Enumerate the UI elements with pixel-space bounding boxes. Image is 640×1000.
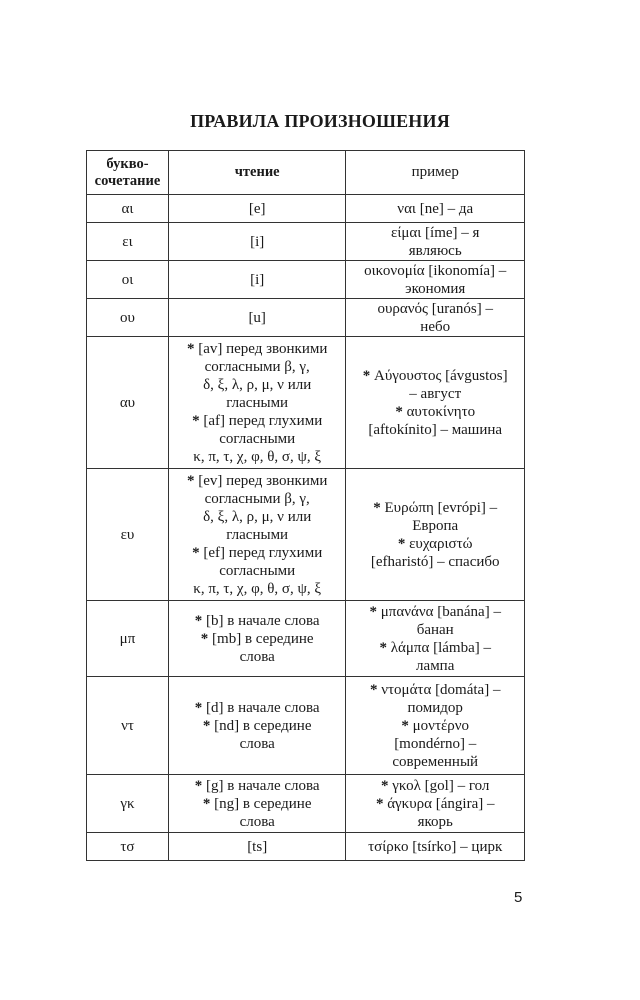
cell-reading [168,299,346,337]
table-row [87,337,525,469]
cell-reading [168,195,346,223]
reading-line: слова [239,813,275,830]
cell-combo: ει [87,223,169,261]
example-line: είμαι [íme] – я [391,224,480,241]
cell-example [346,601,525,677]
page-number: 5 [514,889,523,906]
reading-line: согласными [219,562,296,579]
reading-line: согласными [219,430,296,447]
reading-line: гласными [226,526,289,543]
reading-line: согласными β, γ, [204,490,310,507]
reading-line: * [av] перед звонкими [186,340,328,357]
reading-line: слова [239,648,275,665]
reading-line: κ, π, τ, χ, φ, θ, σ, ψ, ξ [193,448,322,465]
reading-line: * [g] в начале слова [194,777,320,794]
cell-reading [168,337,346,469]
cell-example [346,195,525,223]
example-line: [mondérno] – [394,735,477,752]
table-row [87,195,525,223]
cell-combo: τσ [87,833,169,861]
reading-line: согласными β, γ, [204,358,310,375]
reading-line: * [af] перед глухими [192,412,323,429]
table-header-row [87,151,525,195]
cell-example [346,775,525,833]
cell-example [346,223,525,261]
cell-example [346,299,525,337]
reading-line: * [b] в начале слова [194,612,320,629]
example-line: * Ευρώπη [evrópi] – [373,499,498,516]
cell-reading [168,469,346,601]
example-line: τσίρκο [tsírko] – цирк [368,838,503,855]
cell-combo: αυ [87,337,169,469]
cell-reading [168,677,346,775]
table-row [87,677,525,775]
table-row [87,223,525,261]
cell-combo: ευ [87,469,169,601]
example-line: * γκολ [gol] – гол [381,777,490,794]
cell-reading [168,833,346,861]
cell-combo: οι [87,261,169,299]
example-line: якорь [417,813,453,830]
cell-example [346,677,525,775]
reading-line: * [mb] в середине [200,630,314,647]
cell-combo: ντ [87,677,169,775]
example-line: ναι [ne] – да [397,200,474,217]
reading-line: δ, ξ, λ, ρ, μ, ν или [203,508,312,525]
reading-line: [ts] [247,838,268,855]
reading-line: [i] [250,233,265,250]
example-line: * Αύγουστος [ávgustos] [362,367,508,384]
reading-line: гласными [226,394,289,411]
table-row [87,261,525,299]
header-example: пример [346,151,525,195]
cell-combo: ου [87,299,169,337]
example-line: банан [416,621,454,638]
cell-combo: αι [87,195,169,223]
example-line: * ευχαριστώ [397,535,473,552]
reading-line: * [ng] в середине [202,795,312,812]
example-line: * ντομάτα [domáta] – [369,681,501,698]
example-line: [efharistó] – спасибо [370,553,500,570]
example-line: * μπανάνα [banána] – [369,603,501,620]
reading-line: [e] [248,200,266,217]
example-line: – август [409,385,462,402]
example-line: οικονομία [ikonomía] – [364,262,507,279]
table-row [87,775,525,833]
page-title: ПРАВИЛА ПРОИЗНОШЕНИЯ [190,111,450,131]
cell-reading [168,261,346,299]
reading-line: κ, π, τ, χ, φ, θ, σ, ψ, ξ [193,580,322,597]
cell-reading [168,223,346,261]
example-line: ουρανός [uranós] – [377,300,493,317]
reading-line: слова [239,735,275,752]
cell-reading [168,775,346,833]
reading-line: * [ef] перед глухими [192,544,323,561]
cell-example [346,261,525,299]
example-line: являюсь [408,242,462,259]
example-line: * άγκυρα [ángira] – [375,795,495,812]
example-line: современный [392,753,479,770]
example-line: * μοντέρνο [401,717,470,734]
cell-example [346,833,525,861]
reading-line: * [nd] в середине [202,717,312,734]
header-combo: букво- сочетание [87,151,169,195]
cell-reading [168,601,346,677]
reading-line: δ, ξ, λ, ρ, μ, ν или [203,376,312,393]
example-line: * λάμπα [lámba] – [379,639,491,656]
reading-line: [i] [250,271,265,288]
example-line: [aftokínito] – машина [368,421,503,438]
cell-combo: γκ [87,775,169,833]
table-row [87,469,525,601]
reading-line: [u] [248,309,266,326]
cell-combo: μπ [87,601,169,677]
example-line: небо [420,318,451,335]
header-reading: чтение [168,151,346,195]
table-row [87,833,525,861]
pronunciation-table [86,150,525,861]
example-line: лампа [416,657,455,674]
example-line: * αυτοκίνητο [395,403,476,420]
cell-example [346,337,525,469]
example-line: помидор [407,699,463,716]
table-row [87,299,525,337]
example-line: экономия [405,280,466,297]
reading-line: * [ev] перед звонкими [186,472,328,489]
table-row [87,601,525,677]
reading-line: * [d] в начале слова [194,699,320,716]
cell-example [346,469,525,601]
example-line: Европа [412,517,459,534]
